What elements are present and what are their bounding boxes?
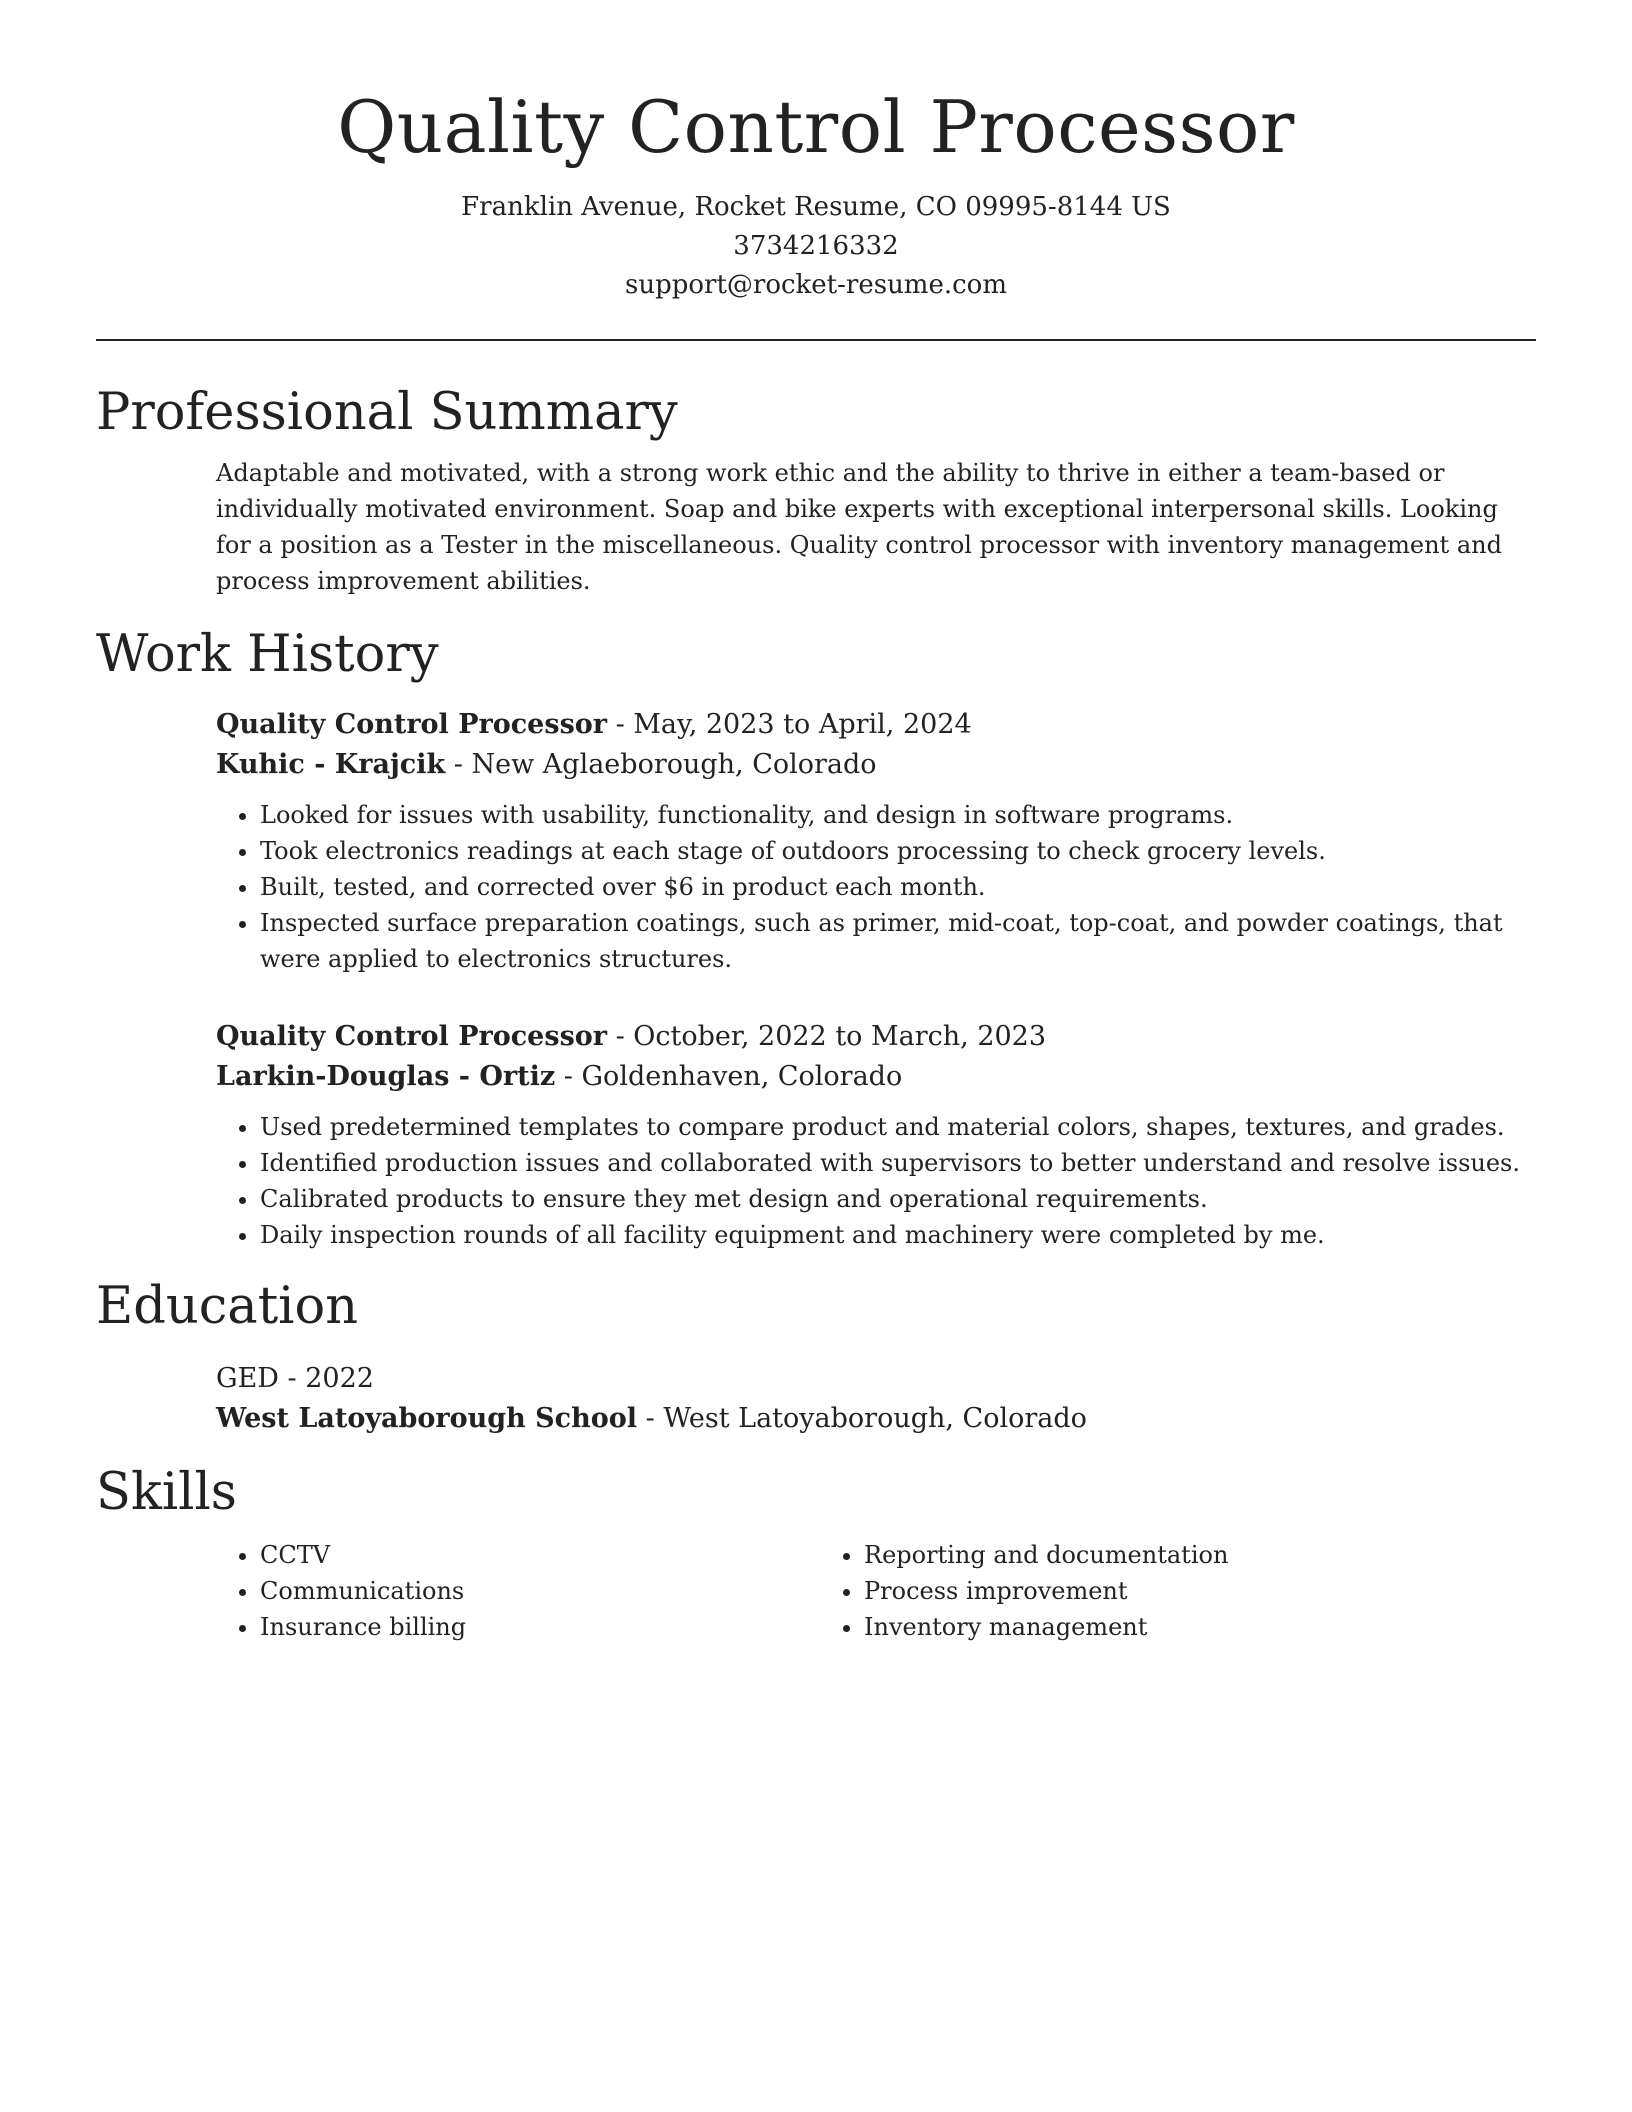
job-dates: - October, 2022 to March, 2023 [607, 1021, 1047, 1052]
job-bullets [216, 1109, 1536, 1253]
skill-item: • CCTV [260, 1537, 820, 1573]
job-entry [216, 705, 1536, 977]
education-entry [216, 1359, 1536, 1439]
job-title-line [216, 705, 1536, 745]
job-bullet: • Inspected surface preparation coatings, such as primer, mid-coat, top-coat, and powder coatings, that were applied to electronics structures. [260, 905, 1536, 977]
contact-email: support@rocket-resume.com [624, 270, 1007, 300]
education-school: West Latoyaborough School [216, 1403, 638, 1434]
job-bullet: • Built, tested, and corrected over $6 in product each month. [260, 869, 1536, 905]
header-divider [96, 339, 1536, 341]
job-position: Quality Control Processor [216, 709, 607, 740]
job-bullet: • Calibrated products to ensure they met design and operational requirements. [260, 1181, 1536, 1217]
skills-list [216, 1537, 1536, 1645]
job-entry [216, 1017, 1536, 1253]
education-location: - West Latoyaborough, Colorado [637, 1403, 1087, 1434]
contact-block [96, 188, 1536, 305]
summary-text: Adaptable and motivated, with a strong work ethic and the ability to thrive in either a team-based or individually motivated environment. Soap and bike experts with exceptional interpersonal skills. Looking for a position as a Tester in the miscellaneous. Quality control processor with inventory management and process improvement abilities. [216, 459, 1502, 595]
contact-phone: 3734216332 [733, 231, 899, 261]
section-title-work-history: Work History [96, 625, 439, 684]
job-location: - New Aglaeborough, Colorado [445, 749, 877, 780]
skill-item: • Inventory management [864, 1609, 1424, 1645]
job-company-line [216, 1057, 1536, 1097]
section-title-education: Education [96, 1277, 359, 1336]
candidate-name: Quality Control Processor [337, 85, 1295, 169]
education-school-line [216, 1399, 1536, 1439]
job-location: - Goldenhaven, Colorado [555, 1061, 903, 1092]
skill-item: • Process improvement [864, 1573, 1424, 1609]
skills-column-right [820, 1537, 1424, 1645]
job-company: Kuhic - Krajcik [216, 749, 446, 780]
job-title-line [216, 1017, 1536, 1057]
job-company-line [216, 745, 1536, 785]
job-bullet: • Looked for issues with usability, functionality, and design in software programs. [260, 797, 1536, 833]
contact-address: Franklin Avenue, Rocket Resume, CO 09995-8144 US [461, 192, 1171, 222]
section-title-skills: Skills [96, 1463, 237, 1522]
section-title-summary: Professional Summary [96, 383, 678, 442]
skill-item: • Reporting and documentation [864, 1537, 1424, 1573]
education-degree: GED - 2022 [216, 1363, 374, 1394]
job-company: Larkin-Douglas - Ortiz [216, 1061, 556, 1092]
job-position: Quality Control Processor [216, 1021, 607, 1052]
job-bullet: • Identified production issues and collaborated with supervisors to better understand and resolve issues. [260, 1145, 1536, 1181]
skills-column-left [216, 1537, 820, 1645]
job-bullets [216, 797, 1536, 977]
skill-item: • Communications [260, 1573, 820, 1609]
job-bullet: • Took electronics readings at each stage of outdoors processing to check grocery levels. [260, 833, 1536, 869]
job-dates: - May, 2023 to April, 2024 [607, 709, 972, 740]
job-bullet: • Daily inspection rounds of all facility equipment and machinery were completed by me. [260, 1217, 1536, 1253]
job-bullet: • Used predetermined templates to compare product and material colors, shapes, textures, and grades. [260, 1109, 1536, 1145]
skill-item: • Insurance billing [260, 1609, 820, 1645]
